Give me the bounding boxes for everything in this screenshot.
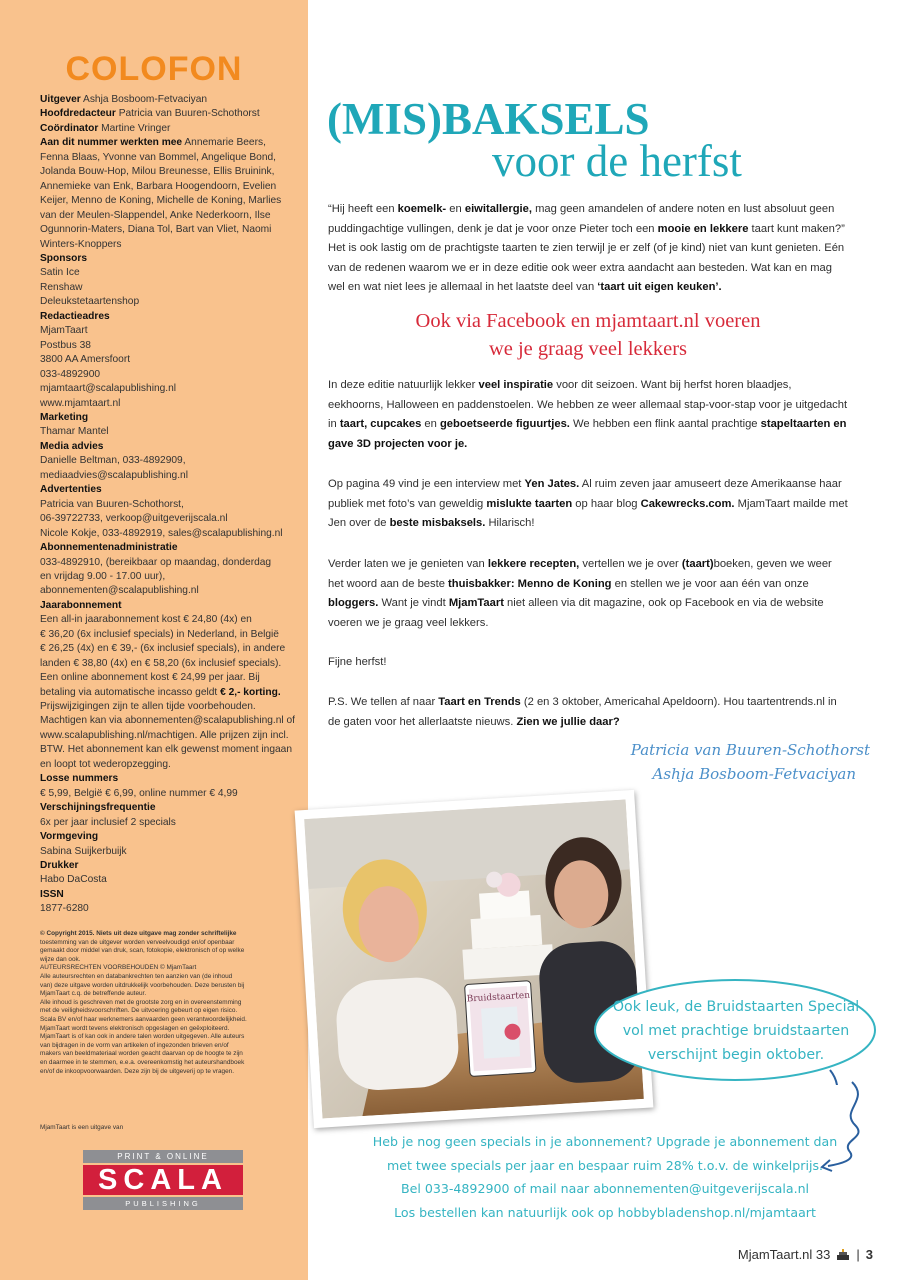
colofon-text: Nicole Kokje, 033-4892919, sales@scalapublishing.nl xyxy=(40,527,283,539)
bold-text: beste misbaksels. xyxy=(389,517,486,529)
colofon-line xyxy=(40,830,298,844)
colofon-line xyxy=(40,151,298,165)
colofon-text: 1877-6280 xyxy=(40,903,89,915)
paragraph-6 xyxy=(328,693,848,732)
bold-text: ‘taart uit eigen keuken’. xyxy=(597,281,722,293)
bubble-text xyxy=(600,995,872,1067)
colofon-text: Renshaw xyxy=(40,281,83,293)
subscription-promo xyxy=(350,1130,860,1224)
body-text: Fijne herfst! xyxy=(328,656,387,668)
body-text: P.S. We tellen af naar xyxy=(328,696,439,708)
colofon-line xyxy=(40,498,298,512)
colofon-text: Ogunnorin-Maters, Diana Tol, Bart van Vliet, Naomi xyxy=(40,224,272,236)
colofon-line xyxy=(40,714,298,728)
colofon-line xyxy=(40,266,298,280)
colofon-text: van der Meulen-Slappendel, Anke Nederkoorn, Ilse xyxy=(40,209,271,221)
copyright-line: gemaakt door middel van druk, scan, fotokopie, elektronisch of op welke xyxy=(40,947,245,955)
colofon-text: www.mjamtaart.nl xyxy=(40,397,121,409)
colofon-heading: Aan dit nummer werkten mee xyxy=(40,137,183,149)
page-number: 3 xyxy=(865,1247,873,1262)
colofon-heading: ISSN xyxy=(40,888,64,900)
bold-text: mooie en lekkere xyxy=(657,222,749,235)
body-text: en xyxy=(446,203,465,215)
photo-magazine-title: Bruidstaarten xyxy=(466,990,531,1005)
body-text: Hilarisch! xyxy=(485,517,535,529)
colofon-text: Habo DaCosta xyxy=(40,874,107,886)
colofon-text: landen € 38,80 (4x) en € 58,20 (6x inclusief specials). xyxy=(40,657,282,669)
page-footer xyxy=(738,1247,873,1262)
article-title-line-2: voor de herfst xyxy=(492,136,742,186)
bold-text: lekkere recepten, xyxy=(487,558,580,570)
colofon-text: Thamar Mantel xyxy=(40,426,109,438)
bold-text: eiwitallergie, xyxy=(464,203,532,215)
copyright-line: toestemming van de uitgever worden verveelvoudigd en/of openbaar xyxy=(40,938,235,946)
body-text: voor dit seizoen. Want bij herfst horen blaadjes, eekhoorns, Halloween en paddenstoelen. We hebben ze weer allemaal stap-voor-stap voor je uitgedacht in xyxy=(328,379,848,430)
promo-line: met twee specials per jaar en bespaar ruim 28% t.o.v. de winkelprijs. xyxy=(386,1157,824,1173)
body-text: (2 en 3 oktober, Americahal Apeldoorn). Hou taartentrends.nl in de gaten voor het allerlaatste nieuws. xyxy=(328,696,837,728)
colofon-line xyxy=(40,324,298,338)
colofon-line xyxy=(40,642,298,656)
colofon-title: COLOFON xyxy=(65,50,243,88)
colofon-line xyxy=(40,194,298,208)
copyright-line: en daarmee in te stemmen, e.e.a. overeenkomstig het auteurshandboek xyxy=(40,1058,245,1066)
colofon-line xyxy=(40,700,298,714)
body-text: op haar blog xyxy=(572,497,641,510)
colofon-line xyxy=(40,252,298,266)
colofon-text: 6x per jaar inclusief 2 specials xyxy=(40,816,176,828)
footer-separator: | xyxy=(856,1247,860,1262)
colofon-line xyxy=(40,671,298,685)
promo-line: Bel 033-4892900 of mail naar abonnementen@uitgeverijscala.nl xyxy=(400,1181,810,1196)
colofon-text: betaling via automatische incasso geldt xyxy=(40,686,221,698)
colofon-line xyxy=(40,888,298,902)
colofon-text: Satin Ice xyxy=(40,267,80,279)
colofon-text: € 36,20 (6x inclusief specials) in Nederland, in België xyxy=(40,628,279,640)
bold-text: Taart en Trends xyxy=(438,696,521,708)
bold-text: taart, cupcakes xyxy=(339,418,422,430)
body-text: Op pagina 49 vind je een interview met xyxy=(328,478,525,490)
colofon-text: Martine Vringer xyxy=(98,122,171,134)
colofon-line xyxy=(40,613,298,627)
footer-site: MjamTaart.nl 33 xyxy=(737,1247,831,1262)
copyright-line: Scala BV en/of haar werknemers aanvaarden geen verantwoordelijkheid. xyxy=(40,1015,247,1023)
body-text: boeken, geven we weer het woord aan de beste xyxy=(328,558,832,590)
colofon-text: Ashja Bosboom-Fetvaciyan xyxy=(80,94,208,105)
bold-text: Zien we jullie daar? xyxy=(516,715,620,728)
copyright-line: wijze dan ook. xyxy=(40,955,81,963)
colofon-text: 033-4892900 xyxy=(40,368,101,380)
scala-publishing-logo xyxy=(83,1150,243,1210)
colofon-text: € 26,25 (4x) en € 39,- (6x inclusief specials), in andere xyxy=(40,643,286,655)
colofon-line xyxy=(40,902,298,916)
colofon-text: en vrijdag 9.00 - 17.00 uur), xyxy=(40,570,166,582)
colofon-line xyxy=(40,339,298,353)
colofon-line xyxy=(40,209,298,223)
copyright-line: van bijdragen in de vorm van artikelen of ingezonden brieven en/of xyxy=(40,1041,229,1049)
pull-quote-line: Ook via Facebook en mjamtaart.nl voeren xyxy=(415,310,761,332)
colofon-text: Annemarie Beers, xyxy=(182,137,266,149)
colofon-text: Danielle Beltman, 033-4892909, xyxy=(40,455,186,467)
bold-text: mislukte taarten xyxy=(486,497,573,510)
colofon-heading: Hoofdredacteur xyxy=(40,108,116,120)
colofon-line xyxy=(40,454,298,468)
promo-line: Los bestellen kan natuurlijk ook op hobbybladenshop.nl/mjamtaart xyxy=(394,1204,816,1220)
colofon-heading: € 2,- korting. xyxy=(220,686,281,698)
bubble-line: Ook leuk, de Bruidstaarten Special xyxy=(612,999,860,1015)
colofon-line xyxy=(40,165,298,179)
copyright-line: Alle inhoud is geschreven met de grootste zorg en in overeenstemming xyxy=(40,998,242,1006)
paragraph-3 xyxy=(328,475,848,534)
colofon-text: Postbus 38 xyxy=(40,339,91,351)
colofon-line xyxy=(40,556,298,570)
colofon-line xyxy=(40,425,298,439)
colofon-line xyxy=(40,353,298,367)
colofon-heading: Coördinator xyxy=(40,122,99,134)
signature-patricia: Patricia van Buuren-Schothorst xyxy=(630,741,870,759)
body-text: vertellen we je over xyxy=(579,558,682,570)
colofon-text: Een all-in jaarabonnement kost € 24,80 (4x) en xyxy=(40,614,252,626)
colofon-line xyxy=(40,772,298,786)
copyright-line: MjamTaart c.q. de betreffende auteur. xyxy=(40,990,147,998)
body-text: “Hij heeft een xyxy=(328,203,398,215)
colofon-line xyxy=(40,527,298,541)
colofon-text: Annemieke van Enk, Barbara Hoogendoorn, Evelien xyxy=(40,180,277,192)
colofon-line xyxy=(40,729,298,743)
body-text: niet alleen via dit magazine, ook op Facebook en via de website voeren we je graag veel lekkers. xyxy=(328,597,824,629)
copyright-line: van) deze uitgave worden uitdrukkelijk voorbehouden. Deze berusten bij xyxy=(40,981,245,989)
bold-text: Yen Jates. xyxy=(524,478,580,490)
colofon-heading: Media advies xyxy=(40,440,104,452)
colofon-text: Een online abonnement kost € 24,99 per jaar. Bij xyxy=(40,672,260,684)
colofon-text: Prijswijzigingen zijn te allen tijde voorbehouden. xyxy=(40,701,256,713)
colofon-text: Deleukstetaartenshop xyxy=(40,296,140,308)
body-text: mag geen amandelen of andere noten en lust absoluut geen puddingachtige vullingen, denk je dat je voor onze Pieter toch een xyxy=(328,203,835,235)
colofon-text: BTW. Het abonnement kan elk gewenst moment ingaan xyxy=(40,744,292,756)
bold-text: geboetseerde figuurtjes. xyxy=(439,418,570,430)
colofon-heading: Marketing xyxy=(40,411,89,423)
copyright-line: en/of de inkoopvoorwaarden. Deze zijn bij de uitgeverij op te vragen. xyxy=(40,1067,234,1075)
colofon-line xyxy=(40,787,298,801)
colofon-text: mjamtaart@scalapublishing.nl xyxy=(40,383,177,395)
body-text: en xyxy=(421,418,440,430)
colofon-text: Keijer, Menno de Koning, Michelle de Koning, Marlies xyxy=(40,195,282,207)
colofon-text: 033-4892910, (bereikbaar op maandag, donderdag xyxy=(40,556,272,568)
colofon-heading: Redactieadres xyxy=(40,310,110,322)
bold-text: stapeltaarten en gave 3D projecten voor je. xyxy=(328,418,847,450)
colofon-line xyxy=(40,859,298,873)
colofon-text: mediaadvies@scalapublishing.nl xyxy=(40,469,188,481)
colofon-line xyxy=(40,281,298,295)
colofon-heading: Losse nummers xyxy=(40,773,119,785)
colofon-list xyxy=(40,93,298,917)
colofon-line xyxy=(40,411,298,425)
body-text: en stellen we je voor aan één van onze xyxy=(611,577,809,590)
colofon-heading: Abonnementenadministratie xyxy=(40,542,178,554)
body-text: Al ruim zeven jaar amuseert deze Amerikaanse haar publiek met foto’s van geweldig xyxy=(328,478,842,510)
logo-tagline-bottom: PUBLISHING xyxy=(83,1197,243,1210)
colofon-line xyxy=(40,686,298,700)
signatures xyxy=(560,738,870,786)
colofon-text: MjamTaart xyxy=(40,325,88,337)
bold-text: (taart) xyxy=(681,558,714,570)
pull-quote-line: we je graag veel lekkers xyxy=(488,338,688,360)
colofon-heading: Verschijningsfrequentie xyxy=(40,802,156,814)
bold-text: veel inspiratie xyxy=(478,379,554,391)
copyright-line: © Copyright 2015. Niets uit deze uitgave mag zonder schriftelijke xyxy=(40,930,237,937)
colofon-line xyxy=(40,397,298,411)
copyright-line: Alle auteursrechten en databankrechten ten aanzien van (de inhoud xyxy=(40,972,233,980)
colofon-text: Patricia van Buuren-Schothorst xyxy=(115,108,260,120)
body-text: In deze editie natuurlijk lekker xyxy=(328,379,479,391)
signature-ashja: Ashja Bosboom-Fetvaciyan xyxy=(652,765,856,783)
colofon-line xyxy=(40,223,298,237)
colofon-text: en loopt tot wederopzegging. xyxy=(40,758,171,770)
colofon-line xyxy=(40,295,298,309)
colofon-text: 3800 AA Amersfoort xyxy=(40,354,131,366)
copyright-line: MjamTaart wordt tevens elektronisch opgeslagen en geëxploiteerd. xyxy=(40,1024,230,1032)
body-text: taart kunt maken?” Het is ook lastig om de prachtigste taarten te zien terwijl je er zelf (of je kind) niet van kunt genieten. Eén van de redenen waarom we er in deze editie ook weer extra aandacht aan besteden. Wat kan en mag wel en wat niet lees je allemaal in het laatste deel van xyxy=(328,222,845,293)
bold-text: Cakewrecks.com. xyxy=(640,497,735,510)
colofon-line xyxy=(40,743,298,757)
copyright-notice xyxy=(40,930,280,1076)
colofon-sidebar xyxy=(0,0,308,1280)
copyright-line: AUTEURSRECHTEN VOORBEHOUDEN © MjamTaart xyxy=(40,964,197,972)
colofon-line xyxy=(40,238,298,252)
bold-text: thuisbakker: Menno de Koning xyxy=(448,577,612,590)
colofon-line xyxy=(40,107,298,121)
colofon-line xyxy=(40,801,298,815)
body-text: We hebben een flink aantal prachtige xyxy=(569,418,761,430)
body-text: Verder laten we je genieten van xyxy=(328,558,488,570)
pull-quote xyxy=(328,307,848,363)
colofon-line xyxy=(40,599,298,613)
colofon-line xyxy=(40,440,298,454)
paragraph-5 xyxy=(328,653,848,673)
colofon-line xyxy=(40,382,298,396)
colofon-line xyxy=(40,584,298,598)
copyright-line: met de veiligheidsvoorschriften. De uitvoering gebeurt op eigen risico. xyxy=(40,1007,238,1015)
colofon-text: Machtigen kan via abonnementen@scalapublishing.nl of xyxy=(40,715,296,727)
bold-text: MjamTaart xyxy=(448,597,504,609)
paragraph-1 xyxy=(328,200,848,298)
colofon-text: € 5,99, België € 6,99, online nummer € 4,99 xyxy=(40,787,238,799)
colofon-text: Patricia van Buuren-Schothorst, xyxy=(40,498,184,510)
colofon-line xyxy=(40,541,298,555)
colofon-line xyxy=(40,310,298,324)
bubble-line: verschijnt begin oktober. xyxy=(647,1047,825,1063)
colofon-line xyxy=(40,816,298,830)
colofon-text: www.scalapublishing.nl/machtigen. Alle prijzen zijn incl. xyxy=(40,729,289,741)
colofon-heading: Uitgever xyxy=(40,94,81,105)
colofon-text: abonnementen@scalapublishing.nl xyxy=(40,585,199,597)
colofon-text: Sabina Suijkerbuijk xyxy=(40,845,127,857)
colofon-line xyxy=(40,628,298,642)
colofon-line xyxy=(40,657,298,671)
paragraph-4 xyxy=(328,555,848,633)
body-text: Want je vindt xyxy=(378,597,449,609)
colofon-line xyxy=(40,873,298,887)
paragraph-2 xyxy=(328,376,848,454)
colofon-heading: Drukker xyxy=(40,860,79,872)
colofon-text: 06-39722733, verkoop@uitgeverijscala.nl xyxy=(40,513,228,525)
body-text: MjamTaart mailde met Jen over de xyxy=(328,497,848,529)
bubble-line: vol met prachtige bruidstaarten xyxy=(622,1023,850,1039)
colofon-line xyxy=(40,122,298,136)
colofon-text: Winters-Knoppers xyxy=(40,238,122,250)
colofon-heading: Sponsors xyxy=(40,252,87,264)
logo-tagline-top: PRINT & ONLINE xyxy=(83,1150,243,1163)
bold-text: bloggers. xyxy=(328,597,379,609)
promo-line: Heb je nog geen specials in je abonnement? Upgrade je abonnement dan xyxy=(372,1134,838,1149)
copyright-line: MjamTaart is of kan ook in andere talen worden uitgegeven. Alle auteurs xyxy=(40,1033,245,1041)
colofon-line xyxy=(40,469,298,483)
colofon-line xyxy=(40,368,298,382)
colofon-line xyxy=(40,483,298,497)
colofon-text: Jolanda Bouw-Hop, Milou Breunesse, Ellis Bruinink, xyxy=(40,166,275,178)
colofon-line xyxy=(40,180,298,194)
colofon-text: Fenna Blaas, Yvonne van Bommel, Angelique Bond, xyxy=(40,151,276,163)
colofon-line xyxy=(40,512,298,526)
colofon-heading: Advertenties xyxy=(40,484,102,496)
colofon-heading: Jaarabonnement xyxy=(40,599,122,611)
colofon-heading: Vormgeving xyxy=(40,831,99,843)
article-title-line-1: (MIS)BAKSELS xyxy=(327,94,650,144)
copyright-line: makers van beeldmateriaal worden geacht daarvan op de hoogte te zijn xyxy=(40,1050,243,1058)
colofon-line xyxy=(40,758,298,772)
colofon-line xyxy=(40,570,298,584)
logo-name: SCALA xyxy=(83,1165,243,1195)
publisher-note: MjamTaart is een uitgave van xyxy=(40,1124,124,1131)
cake-icon xyxy=(836,1249,850,1261)
colofon-line xyxy=(40,845,298,859)
bold-text: koemelk- xyxy=(397,203,447,215)
colofon-line xyxy=(40,93,298,107)
colofon-line xyxy=(40,136,298,150)
